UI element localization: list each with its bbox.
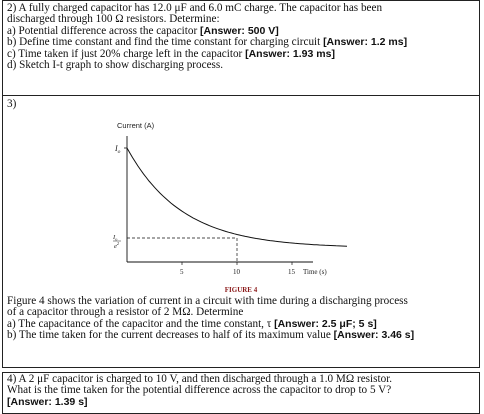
q2-part-b-answer: [Answer: 1.2 ms] (323, 36, 408, 49)
q4-line-2: What is the time taken for the potential difference across the capacitor to drop to 5 V? (7, 384, 392, 397)
q3-part-a-answer: [Answer: 2.5 μF; 5 s] (274, 317, 377, 330)
x-tick-label-15: 15 (288, 268, 295, 276)
ie-denominator (114, 241, 120, 250)
i0-label (114, 144, 121, 155)
q2-part-b-text: b) Define time constant and find the time constant for charging circuit (7, 36, 321, 49)
q3-part-b-text: b) The time taken for the current decreases to half of its maximum value (7, 329, 331, 342)
q4-line-1: 4) A 2 μF capacitor is charged to 10 V, and then discharged through a 1.0 MΩ resistor. (7, 373, 393, 385)
q2-line-2: discharged through 100 Ω resistors. Determine: (7, 13, 220, 26)
discharge-decay-curve (127, 148, 347, 246)
x-tick-label-5: 5 (180, 268, 184, 276)
q2-part-a-answer: [Answer: 500 V] (200, 24, 279, 37)
q2-part-d: d) Sketch I-t graph to show discharging process. (7, 59, 224, 72)
q3-part-a-text: a) The capacitance of the capacitor and the time constant, τ (7, 317, 272, 330)
q2-part-a-text: a) Potential difference across the capacitor (7, 24, 198, 37)
question-4-block (2, 372, 480, 414)
q3-line-2: of a capacitor through a resistor of 2 MΩ. Determine (7, 306, 244, 319)
q3-number: 3) (7, 98, 17, 110)
q4-answer: [Answer: 1.39 s] (7, 395, 88, 408)
current-time-graph (103, 118, 353, 288)
ie-den-e: e (114, 243, 117, 250)
ie-label-sub: o (115, 236, 118, 242)
i0-label-main: I (115, 144, 118, 153)
q3-part-b (7, 330, 414, 341)
q2-part-c-answer: [Answer: 1.93 ms] (245, 47, 335, 60)
q3-part-b-answer: [Answer: 3.46 s] (333, 329, 415, 342)
q2-part-c-text: c) Time taken if just 20% charge left in the capacitor (7, 47, 243, 60)
question-2-block (2, 0, 480, 96)
x-axis-label: Time (s) (303, 268, 327, 276)
ie-label-main: I (113, 234, 116, 241)
q3-line-1: Figure 4 shows the variation of current in a circuit with time during a discharging process (7, 295, 408, 307)
ie-den-sup: 2 (116, 241, 120, 246)
i0-label-sub: o (117, 149, 121, 155)
y-axis-label: Current (A) (117, 121, 155, 130)
figure-caption: FIGURE 4 (224, 286, 258, 294)
x-tick-label-10: 10 (233, 268, 240, 276)
question-3-block (2, 96, 480, 368)
q2-line-1: 2) A fully charged capacitor has 12.0 μF and 6.0 mC charge. The capacitor has been (7, 2, 383, 14)
q3-text (7, 296, 414, 342)
